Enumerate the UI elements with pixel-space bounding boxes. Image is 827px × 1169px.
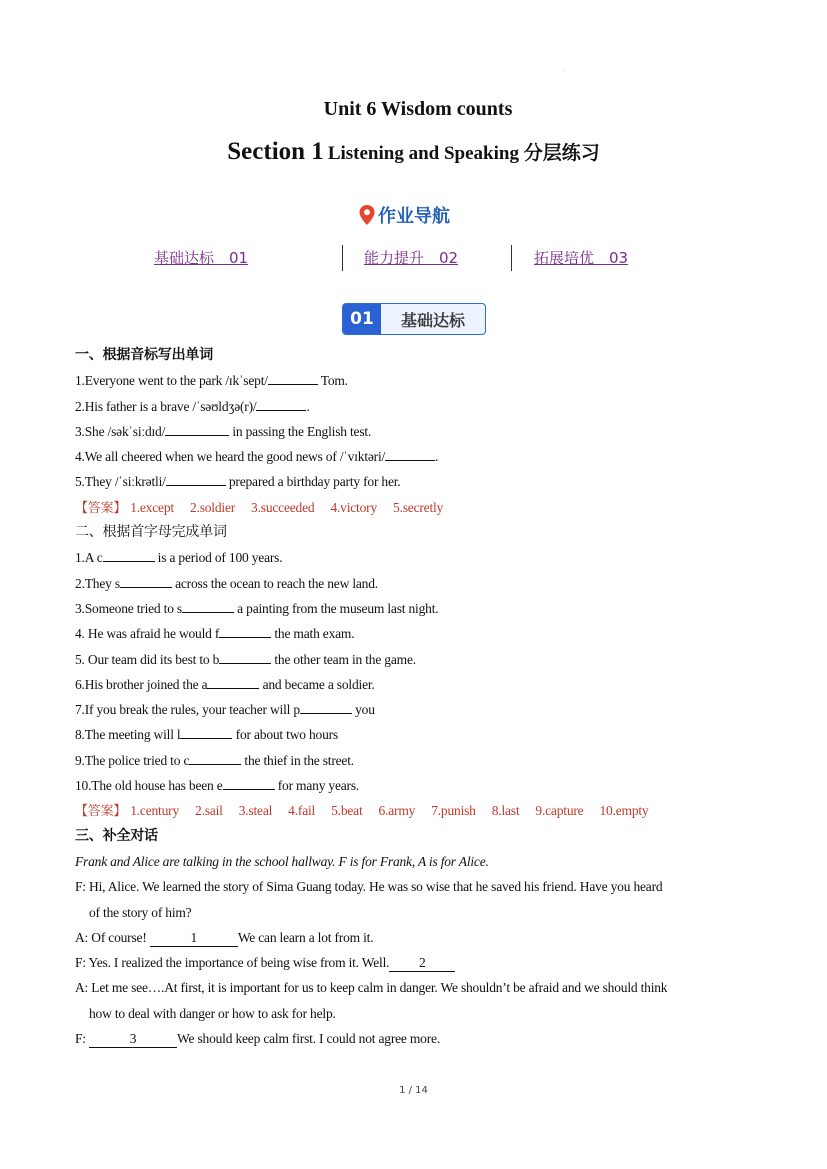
nav-heading-text: 作业导航 — [378, 206, 450, 227]
part2-question: 2.They s across the ocean to reach the new land. — [75, 571, 765, 596]
answer-blank[interactable] — [219, 623, 271, 638]
answer-blank[interactable] — [207, 674, 259, 689]
part2-question: 6.His brother joined the a and became a soldier. — [75, 672, 765, 697]
dialogue-line: A: Of course! 1 We can learn a lot from it. — [75, 929, 374, 945]
answer-blank[interactable] — [103, 547, 155, 562]
nav-link-ability[interactable]: 能力提升 02 — [364, 249, 459, 267]
part2-question: 10.The old house has been e for many years. — [75, 773, 765, 798]
part1-question: 4.We all cheered when we heard the good news of /ˈvɪktəri/ . — [75, 444, 765, 469]
answer-tag: 【答案】 — [75, 804, 127, 820]
homework-nav-heading — [358, 202, 450, 228]
nav-links — [0, 245, 827, 271]
section-number: Section 1 — [227, 138, 324, 165]
answer-blank[interactable] — [385, 446, 435, 461]
stray-dot: · — [562, 66, 565, 75]
dialogue-line: of the story of him? — [89, 904, 192, 920]
dialogue-blank-2[interactable]: 2 — [389, 955, 455, 972]
dialogue-intro: Frank and Alice are talking in the school hallway. F is for Frank, A is for Alice. — [75, 853, 489, 869]
part2-question: 9.The police tried to c the thief in the street. — [75, 748, 765, 773]
part1-question: 3.She /səkˈsiːdɪd/ in passing the English test. — [75, 419, 765, 444]
nav-link-extension[interactable]: 拓展培优 03 — [534, 249, 629, 267]
part1-question: 2.His father is a brave /ˈsəʊldʒə(r)/ . — [75, 394, 765, 419]
unit-title: Unit 6 Wisdom counts — [323, 98, 513, 120]
dialogue-blank-1[interactable]: 1 — [150, 930, 238, 947]
answer-blank[interactable] — [166, 471, 226, 486]
nav-divider — [511, 245, 512, 271]
part2-question: 5. Our team did its best to b the other team in the game. — [75, 647, 765, 672]
worksheet-content — [75, 343, 765, 1051]
answer-blank[interactable] — [180, 724, 232, 739]
part1-heading: 一、根据音标写出单词 — [75, 347, 213, 363]
answer-tag: 【答案】 — [75, 500, 127, 516]
answer-blank[interactable] — [189, 750, 241, 765]
dialogue-line: how to deal with danger or how to ask for help. — [89, 1005, 336, 1021]
dialogue-line: F: Yes. I realized the importance of being wise from it. Well. 2 — [75, 950, 765, 975]
answer-blank[interactable] — [120, 573, 172, 588]
part1-question: 5.They /ˈsiːkrətli/ prepared a birthday party for her. — [75, 469, 765, 494]
answer-blank[interactable] — [268, 370, 318, 385]
badge-number: 01 — [343, 304, 381, 334]
part2-question: 3.Someone tried to s a painting from the museum last night. — [75, 596, 765, 621]
location-pin-icon — [358, 204, 376, 226]
nav-divider — [342, 245, 343, 271]
part1-question: 1.Everyone went to the park /ɪkˈsept/ Tom. — [75, 368, 765, 393]
section-subtitle: Listening and Speaking 分层练习 — [327, 143, 600, 164]
dialogue-line: F: Hi, Alice. We learned the story of Sima Guang today. He was so wise that he saved his friend. Have you heard — [75, 879, 663, 895]
part2-question: 4. He was afraid he would f the math exam. — [75, 621, 765, 646]
dialogue-blank-3[interactable]: 3 — [89, 1031, 177, 1048]
section-badge — [342, 303, 486, 335]
answer-blank[interactable] — [223, 775, 275, 790]
part2-question: 1.A c is a period of 100 years. — [75, 545, 765, 570]
section-title — [0, 138, 827, 166]
part2-question: 8.The meeting will l for about two hours — [75, 722, 765, 747]
dialogue-line: A: Let me see….At first, it is important for us to keep calm in danger. We shouldn’t be afraid and we should think — [75, 980, 668, 996]
answer-blank[interactable] — [182, 598, 234, 613]
dialogue-line: F: 3 We should keep calm first. I could not agree more. — [75, 1031, 440, 1047]
answer-blank[interactable] — [165, 421, 229, 436]
page-number: 1 / 14 — [399, 1085, 428, 1096]
part1-answer-key: 【答案】 1.except 2.soldier 3.succeeded 4.victory 5.secretly — [75, 499, 444, 516]
part3-heading: 三、补全对话 — [75, 827, 158, 844]
part2-answer-key: 【答案】 1.century 2.sail 3.steal 4.fail 5.beat 6.army 7.punish 8.last 9.capture 10.empty — [75, 803, 649, 820]
answer-blank[interactable] — [219, 649, 271, 664]
answer-blank[interactable] — [256, 396, 306, 411]
part2-question: 7.If you break the rules, your teacher will p you — [75, 697, 765, 722]
part2-heading: 二、根据首字母完成单词 — [75, 524, 227, 541]
answer-blank[interactable] — [300, 699, 352, 714]
badge-label: 基础达标 — [400, 310, 465, 330]
nav-link-basic[interactable]: 基础达标 01 — [154, 249, 249, 267]
